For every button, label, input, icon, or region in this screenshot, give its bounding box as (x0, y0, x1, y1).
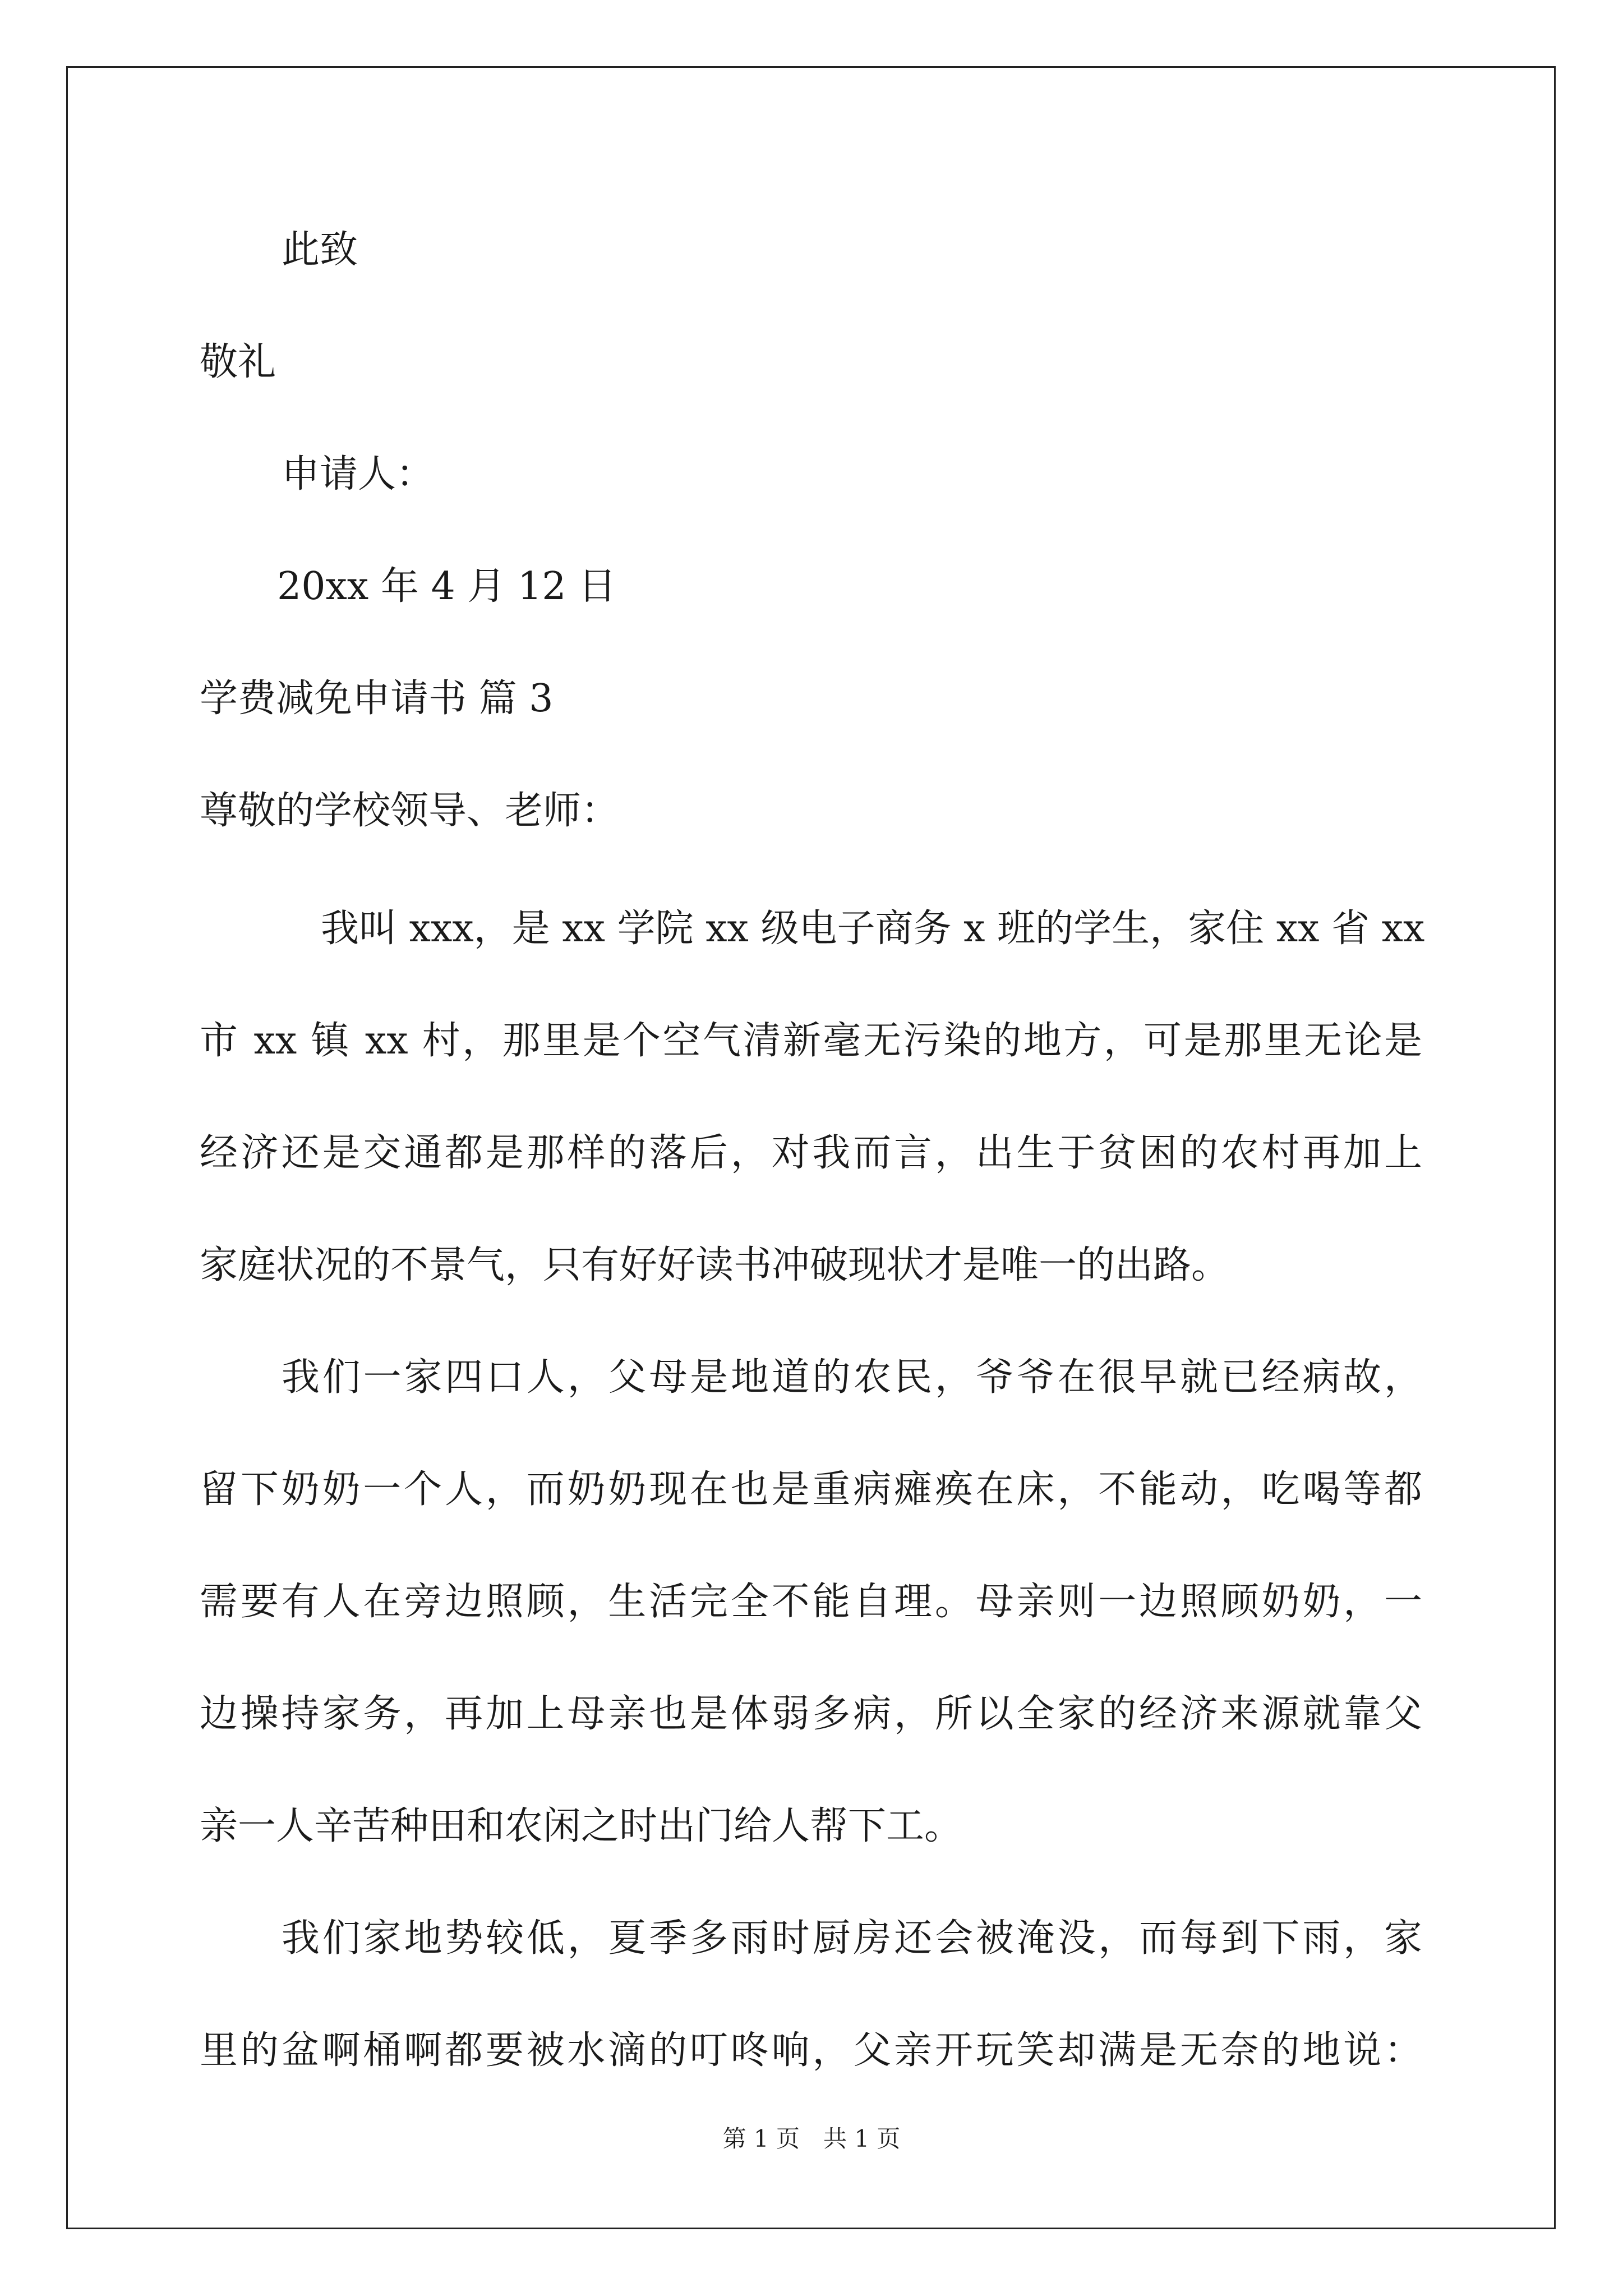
paragraph-1-line-4: 家庭状况的不景气，只有好好读书冲破现状才是唯一的出路。 (200, 1243, 1230, 1287)
paragraph-1-line-1: 我叫 xxx，是 xx 学院 xx 级电子商务 x 班的学生，家住 xx 省 xx (321, 907, 1425, 951)
paragraph-2-line-4: 边操持家务，再加上母亲也是体弱多病，所以全家的经济来源就靠父 (200, 1692, 1422, 1736)
paragraph-2-line-5: 亲一人辛苦种田和农闲之时出门给人帮下工。 (200, 1804, 963, 1848)
paragraph-3-line-2: 里的盆啊桶啊都要被水滴的叮咚响，父亲开玩笑却满是无奈的地说： (200, 2028, 1422, 2073)
paragraph-2-line-2: 留下奶奶一个人，而奶奶现在也是重病瘫痪在床，不能动，吃喝等都 (200, 1467, 1422, 1512)
paragraph-2-line-3: 需要有人在旁边照顾，生活完全不能自理。母亲则一边照顾奶奶，一 (200, 1580, 1422, 1624)
paragraph-1-line-3: 经济还是交通都是那样的落后，对我而言，出生于贫困的农村再加上 (200, 1131, 1422, 1175)
greeting-line: 尊敬的学校领导、老师： (200, 789, 620, 833)
applicant-line: 申请人： (282, 452, 435, 496)
section-title: 学费减免申请书 篇 3 (200, 677, 554, 721)
paragraph-1-line-2: 市 xx 镇 xx 村，那里是个空气清新毫无污染的地方，可是那里无论是 (200, 1019, 1422, 1063)
paragraph-3-line-1: 我们家地势较低，夏季多雨时厨房还会被淹没，而每到下雨，家 (282, 1916, 1422, 1961)
paragraph-2-line-1: 我们一家四口人，父母是地道的农民，爷爷在很早就已经病故， (282, 1355, 1422, 1400)
salute-line: 敬礼 (200, 340, 276, 384)
date-line: 20xx 年 4 月 12 日 (277, 564, 617, 609)
page-footer: 第 1 页 共 1 页 (722, 2125, 901, 2152)
closing-line: 此致 (282, 228, 358, 272)
